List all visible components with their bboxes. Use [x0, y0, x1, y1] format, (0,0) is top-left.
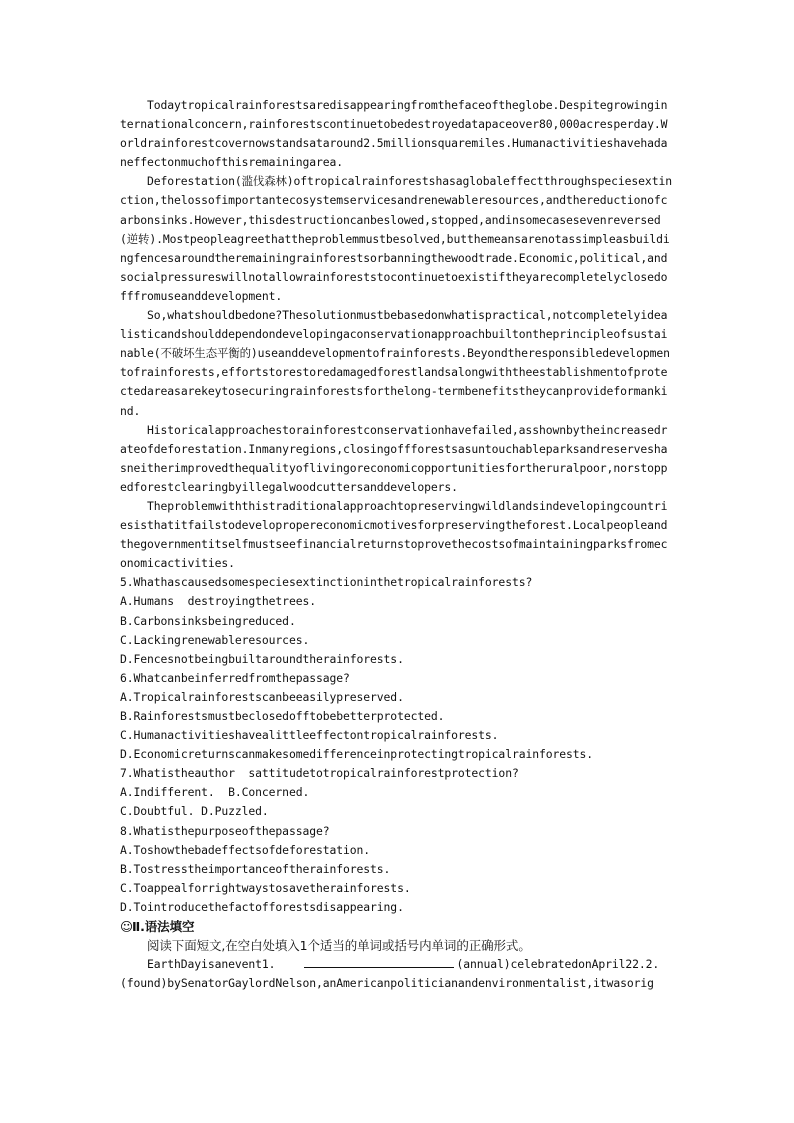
passage-paragraph-3: So,whatshouldbedone?Thesolutionmustbebasedonwhatispractical,notcompletelyidealisticandshoulddependondevelopingaconservationapproachbuiltontheprincipleofsustainable(不破坏生态平衡的)useanddevelopmentofrainforests.Beyondtheresponsibledevelopmentofrainforests,effortstorestoredamagedforestlandsalongwiththeestablishmentofprotectedareasarekeytosecuringrainforestsforthelong-termbenefitstheycanprovideformankind.	[120, 308, 670, 418]
option-8b: B.Tostresstheimportanceoftherainforests.	[120, 861, 391, 876]
document-page	[120, 96, 674, 993]
option-5b: B.Carbonsinksbeingreduced.	[120, 613, 296, 628]
blank-1[interactable]	[304, 955, 454, 968]
question-5: 5.Whathascausedsomespeciesextinctioninthetropicalrainforests?	[120, 575, 533, 590]
option-7ab: A.Indifferent. B.Concerned.	[120, 785, 310, 800]
question-8: 8.Whatisthepurposeofthepassage?	[120, 823, 330, 838]
passage-paragraph-4: Historicalapproachestorainforestconservationhavefailed,asshownbytheincreasedrateofdeforestation.Inmanyregions,closingoffforestsasuntouchableparksandreserveshasneitherimprovedthequalityoflivingoreconomicopportunitiesfortheruralpoor,norstoppedforestclearingbyillegalwoodcuttersanddevelopers.	[120, 422, 668, 494]
option-5c: C.Lackingrenewableresources.	[120, 632, 310, 647]
option-6d: D.Economicreturnscanmakesomedifferenceinprotectingtropicalrainforests.	[120, 747, 594, 762]
question-7: 7.Whatistheauthor sattitudetotropicalrainforestprotection?	[120, 766, 519, 781]
question-list	[120, 573, 674, 917]
cloze-line-2: (found)bySenatorGaylordNelson,anAmericanpoliticianandenvironmentalist,itwasorig	[120, 976, 654, 991]
option-8a: A.Toshowthebadeffectsofdeforestation.	[120, 842, 371, 857]
option-8d: D.Tointroducethefactofforestsdisappearing.	[120, 899, 404, 914]
option-5a: A.Humans destroyingthetrees.	[120, 594, 316, 609]
option-6b: B.Rainforestsmustbeclosedofftobebetterprotected.	[120, 709, 445, 723]
section-title: Ⅱ.语法填空	[132, 919, 195, 935]
option-5d: D.Fencesnotbeingbuiltaroundtherainforests.	[120, 651, 404, 666]
option-7cd: C.Doubtful. D.Puzzled.	[120, 804, 269, 819]
passage-paragraph-5: Theproblemwiththistraditionalapproachtopreservingwildlandsindevelopingcountriesisthatitfailstodevelopropereconomicmotivesforpreservingtheforest.Localpeopleandthegovernmentitselfmustseefinancialreturnstoprovethecostsofmaintainingparksfromeconomicactivities.	[120, 498, 668, 571]
smiley-icon: ☺	[120, 919, 133, 935]
question-6: 6.Whatcanbeinferredfromthepassage?	[120, 670, 350, 685]
section-heading	[120, 917, 674, 936]
passage-paragraph-2: Deforestation(滥伐森林)oftropicalrainforestshasaglobaleffectthroughspeciesextinction,thelossofimportantecosystemservicesandrenewableresources,andthereductionofcarbonsinks.However,thisdestructioncanbeslowed,stopped,andinsomecasesevenreversed(逆转).Mostpeopleagreethattheproblemmustbesolved,butthemeansarenotassimpleasbuildingfencesaroundtheremainingrainforestsorbanningthewoodtrade.Economic,political,andsocialpressureswillnotallowrainforeststocontinuetoexistiftheyarecompletelyclosedofffromuseanddevelopment.	[120, 174, 672, 303]
cloze-text-before: EarthDayisanevent1.	[147, 957, 276, 972]
cloze-text-after: (annual)celebratedonApril22.2.	[456, 957, 660, 972]
option-6a: A.Tropicalrainforestscanbeeasilypreserved.	[120, 689, 404, 704]
passage-paragraph-1: Todaytropicalrainforestsaredisappearingfromthefaceoftheglobe.Despitegrowinginternationalconcern,rainforestscontinuetobedestroyedatapaceover80,000acresperday.Worldrainforestcovernowstandsataround2.5millionsquaremiles.Humanactivitieshavehadaneffectonmuchofthisremainingarea.	[120, 98, 668, 170]
section-instruction: 阅读下面短文,在空白处填入1个适当的单词或括号内单词的正确形式。	[147, 938, 531, 954]
option-8c: C.Toappealforrightwaystosavetherainforests.	[120, 880, 411, 895]
option-6c: C.Humanactivitieshavealittleeffectontropicalrainforests.	[120, 728, 499, 743]
cloze-line-1	[120, 955, 674, 974]
